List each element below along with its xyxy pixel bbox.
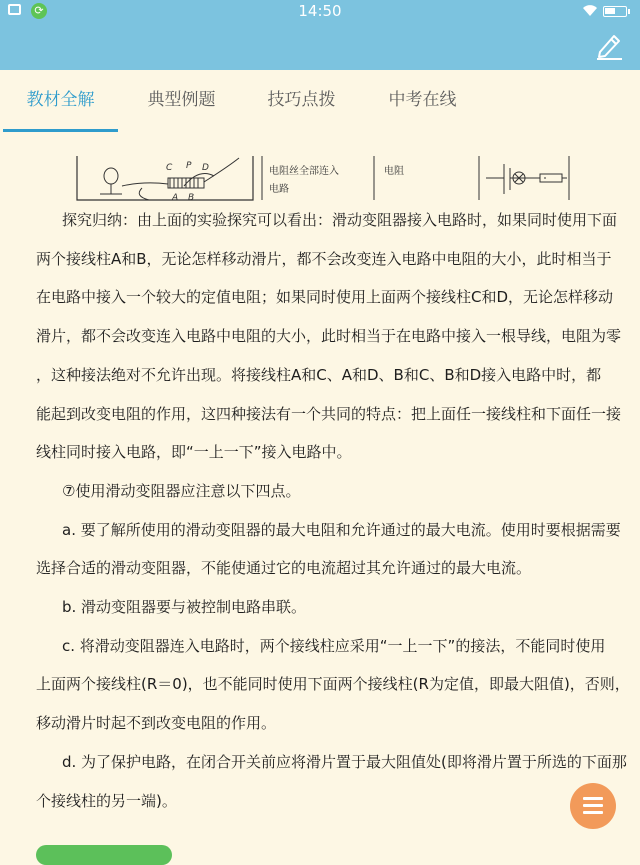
green-action-button[interactable]	[36, 845, 172, 865]
tab-exam-online[interactable]: 中考在线	[388, 90, 457, 110]
battery-icon	[603, 6, 627, 17]
tab-bar	[0, 70, 640, 132]
tab-typical-examples[interactable]: 典型例题	[147, 90, 216, 110]
pencil-edit-icon[interactable]	[592, 28, 626, 62]
terminal-label-p: P	[186, 161, 192, 171]
paragraph-0-line-4: ，这种接法绝对不允许出现。将接线柱A和C、A和D、B和C、B和D接入电路中时，都	[36, 365, 602, 384]
menu-button[interactable]	[570, 783, 616, 829]
terminal-label-b: B	[188, 193, 195, 202]
terminal-label-c: C	[166, 163, 173, 173]
article-content[interactable]	[0, 132, 640, 853]
menu-icon-bar	[583, 804, 603, 807]
tab-textbook-explanation[interactable]: 教材全解	[3, 70, 118, 132]
paragraph-4-line-1: 上面两个接线柱(R＝0)，也不能同时使用下面两个接线柱(R为定值，即最大阻值)，否则，	[36, 675, 630, 694]
paragraph-0-line-0: 探究归纳：由上面的实验探究可以看出：滑动变阻器接入电路时，如果同时使用下面	[62, 211, 618, 229]
paragraph-5-line-0: d. 为了保护电路，在闭合开关前应将滑片置于最大阻值处(即将滑片置于所选的下面那	[62, 752, 627, 771]
paragraph-0-line-5: 能起到改变电阻的作用，这四种接法有一个共同的特点：把上面任一接线柱和下面任一接	[36, 404, 622, 423]
app-header	[0, 0, 640, 70]
terminal-label-a: A	[172, 193, 179, 202]
connection-text-line-2: 电路	[269, 184, 289, 195]
paragraph-3-line-0: b. 滑动变阻器要与被控制电路串联。	[62, 598, 307, 616]
paragraph-0-line-1: 两个接线柱A和B，无论怎样移动滑片，都不会改变连入电路中电阻的大小，此时相当于	[36, 249, 612, 268]
paragraph-5-line-1: 个接线柱的另一端)。	[36, 791, 177, 810]
status-time: 14:50	[298, 2, 342, 20]
paragraph-2-line-1: 选择合适的滑动变阻器，不能使通过它的电流超过其允许通过的最大电流。	[36, 559, 532, 578]
paragraph-0-line-3: 滑片，都不会改变连入电路中电阻的大小，此时相当于在电路中接入一根导线，电阻为零	[36, 327, 622, 346]
sync-icon: ⟳	[31, 3, 47, 19]
rheostat-table-figure	[64, 156, 616, 202]
paragraph-2-line-0: a. 要了解所使用的滑动变阻器的最大电阻和允许通过的最大电流。使用时要根据需要	[62, 520, 621, 539]
effect-text: 电阻	[384, 166, 404, 177]
paragraph-1-line-0: ⑦使用滑动变阻器应注意以下四点。	[62, 481, 301, 500]
paragraph-0-line-6: 线柱同时接入电路，即“一上一下”接入电路中。	[36, 443, 352, 462]
paragraph-4-line-0: c. 将滑动变阻器连入电路时，两个接线柱应采用“一上一下”的接法，不能同时使用	[62, 636, 606, 655]
paragraph-4-line-2: 移动滑片时起不到改变电阻的作用。	[36, 714, 277, 733]
menu-icon	[583, 797, 603, 800]
menu-icon-bar	[583, 811, 603, 814]
tab-skill-tips[interactable]: 技巧点拨	[267, 90, 336, 110]
paragraph-0-line-2: 在电路中接入一个较大的定值电阻；如果同时使用上面两个接线柱C和D，无论怎样移动	[36, 288, 614, 307]
wifi-icon	[583, 5, 597, 16]
connection-text-line-1: 电阻丝全部连入	[269, 166, 339, 177]
terminal-label-d: D	[202, 163, 209, 173]
status-bar	[0, 0, 640, 22]
